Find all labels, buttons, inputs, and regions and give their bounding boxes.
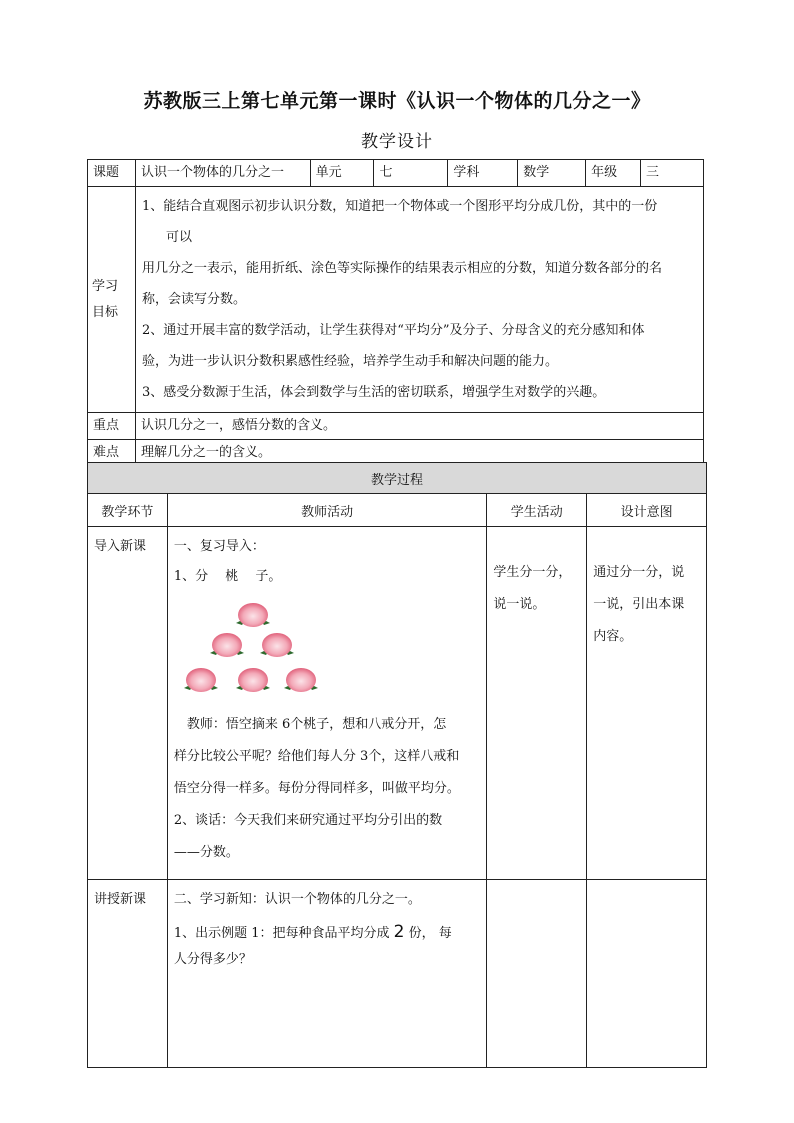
goal-line: 可以 [165,230,192,245]
example-text-pre: 1、出示例题 1：把每种食品平均分成 [173,926,390,941]
intro-talk-line: 2、谈话：今天我们来研究通过平均分引出的数 [173,813,443,828]
key-text: 认识几分之一，感悟分数的含义。 [135,413,703,440]
goal-line: 称，会读写分数。 [141,292,246,307]
new-row [88,880,707,1068]
goals-label: 学习目标 [88,187,136,413]
new-example-line2: 人分得多少？ [173,952,252,967]
key-label: 重点 [88,413,136,440]
teaching-process-table [87,462,707,1068]
header-stage: 教学环节 [88,494,168,527]
new-stage: 讲授新课 [88,880,168,1068]
intro-student [487,527,587,880]
grade-value: 三 [641,160,704,187]
example-number: 2 [393,922,405,942]
intro-talk-line: ——分数。 [173,845,239,860]
info-row [88,160,704,187]
example-text-post: 份， 每 [408,926,452,941]
peach-icon [236,668,270,692]
goals-row [88,187,704,413]
intent-line: 通过分一分，说 [593,565,685,580]
new-teacher [167,880,487,1068]
goals-content [135,187,703,413]
intent-line: 一说，引出本课 [593,597,685,612]
subject-value: 数学 [518,160,586,187]
grade-label: 年级 [586,160,641,187]
intro-paragraph-line: 教师：悟空摘来 6个桃子，想和八戒分开，怎 [173,717,447,732]
topic-label: 课题 [88,160,136,187]
header-teacher: 教师活动 [167,494,487,527]
peach-icon [210,633,244,657]
difficult-label: 难点 [88,440,136,467]
goal-line: 3、感受分数源于生活，体会到数学与生活的密切联系，增强学生对数学的兴趣。 [141,385,606,400]
intent-line: 内容。 [593,629,633,644]
intro-paragraph-line: 悟空分得一样多。每份分得同样多，叫做平均分。 [173,781,460,796]
difficult-text: 理解几分之一的含义。 [135,440,703,467]
key-row [88,413,704,440]
peach-icon [284,668,318,692]
document-title: 苏教版三上第七单元第一课时《认识一个物体的几分之一》 [143,90,651,112]
document-subtitle: 教学设计 [361,132,433,152]
new-heading: 二、学习新知：认识一个物体的几分之一。 [173,892,421,907]
new-student [487,880,587,1068]
goal-line: 用几分之一表示，能用折纸、涂色等实际操作的结果表示相应的分数，知道分数各部分的名 [141,261,662,276]
intro-teacher [167,527,487,880]
goal-line: 1、能结合直观图示初步认识分数，知道把一个物体或一个图形平均分成几份，其中的一份 [141,199,658,214]
header-intent: 设计意图 [587,494,707,527]
peaches-illustration-icon [178,593,328,703]
peach-icon [184,668,218,692]
peach-icon [236,603,270,627]
peach-icon [260,633,294,657]
intro-stage: 导入新课 [88,527,168,880]
intro-heading: 一、复习导入： [173,539,265,554]
topic-value: 认识一个物体的几分之一 [135,160,310,187]
intro-item1: 1、分 桃 子。 [173,569,282,584]
student-line: 说一说。 [493,597,546,612]
intro-paragraph-line: 样分比较公平呢？给他们每人分 3个，这样八戒和 [173,749,460,764]
student-line: 学生分一分， [493,565,572,580]
intro-intent [587,527,707,880]
process-title-row [88,463,707,494]
intro-row [88,527,707,880]
unit-label: 单元 [310,160,374,187]
subject-label: 学科 [448,160,518,187]
goal-line: 验，为进一步认识分数积累感性经验，培养学生动手和解决问题的能力。 [141,354,558,369]
header-student: 学生活动 [487,494,587,527]
new-intent [587,880,707,1068]
unit-value: 七 [374,160,448,187]
new-example-line [174,916,481,950]
lesson-info-table [87,159,704,467]
process-title: 教学过程 [88,463,707,494]
goal-line: 2、通过开展丰富的数学活动，让学生获得对“平均分”及分子、分母含义的充分感知和体 [141,323,645,338]
process-header-row [88,494,707,527]
